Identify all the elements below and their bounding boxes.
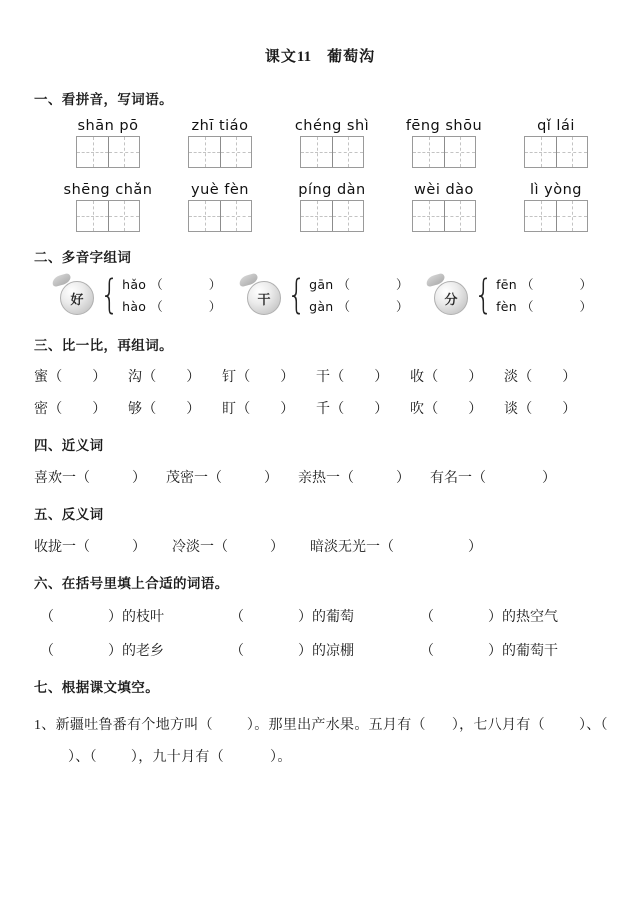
bracket-open: （ xyxy=(48,402,63,417)
passage-text: ）、（ xyxy=(578,718,608,733)
tianzige-cell xyxy=(52,136,164,168)
compare-character: 千 xyxy=(316,402,331,417)
section-compare-characters xyxy=(22,334,618,418)
tianzige-square[interactable] xyxy=(77,137,108,167)
bracket-close: ） xyxy=(92,402,107,417)
bracket-close: ） xyxy=(186,370,201,385)
dash: 一 xyxy=(62,540,76,555)
bracket-open: （ xyxy=(230,644,244,659)
bracket-open: （ xyxy=(40,644,54,659)
tianzige-square[interactable] xyxy=(301,137,332,167)
tianzige-square[interactable] xyxy=(444,201,475,231)
tianzige-square[interactable] xyxy=(108,137,139,167)
tianzige-box[interactable] xyxy=(524,200,588,232)
brace-icon: { xyxy=(100,271,120,319)
section-7-heading: 七、根据课文填空。 xyxy=(34,680,160,695)
tianzige-box[interactable] xyxy=(412,200,476,232)
polyphone-line xyxy=(309,296,408,318)
compare-row-1 xyxy=(22,366,618,386)
dash: 一 xyxy=(366,540,380,555)
bracket-fill-item xyxy=(40,640,230,660)
bracket-fill-item xyxy=(230,606,420,626)
polyphone-pinyin: hào xyxy=(122,299,147,314)
section-3-heading: 三、比一比，再组词。 xyxy=(34,338,173,353)
tianzige-row-2 xyxy=(22,200,618,232)
bracket-open: （ xyxy=(330,370,345,385)
tianzige-box[interactable] xyxy=(300,136,364,168)
compare-item xyxy=(316,398,410,418)
polyphone-group xyxy=(243,271,430,319)
passage-text: ）。那里出产水果。五月有（ xyxy=(246,718,426,733)
dash: 一 xyxy=(194,471,208,486)
dash: 一 xyxy=(62,471,76,486)
bracket-open: （ xyxy=(330,402,345,417)
polyphone-line xyxy=(122,274,221,296)
bracket-open: （ xyxy=(518,370,533,385)
compare-item xyxy=(222,366,316,386)
pinyin-label: fēng shōu xyxy=(405,118,483,134)
polyphone-lines xyxy=(122,274,221,318)
bracket-close: ） xyxy=(396,299,409,314)
compare-character: 淡 xyxy=(504,370,519,385)
compare-item xyxy=(410,398,504,418)
bracket-open: （ xyxy=(236,370,251,385)
synonym-item xyxy=(34,467,146,487)
passage-text: ），九十月有（ xyxy=(130,750,225,765)
compare-item xyxy=(34,366,128,386)
bracket-open: （ xyxy=(424,402,439,417)
bracket-open: （ xyxy=(214,540,228,555)
tianzige-row-1 xyxy=(22,136,618,168)
tianzige-box[interactable] xyxy=(188,136,252,168)
bracket-close: ） xyxy=(488,610,502,625)
polyphone-line xyxy=(496,274,592,296)
grape-bubble-wrap xyxy=(56,275,98,317)
polyphone-pinyin: gàn xyxy=(309,299,334,314)
bracket-close: ） xyxy=(468,370,483,385)
pinyin-block-row-2 xyxy=(22,182,618,232)
bracket-open: （ xyxy=(236,402,251,417)
synonym-word: 茂密 xyxy=(166,471,194,486)
bracket-fill-row-2 xyxy=(22,640,618,660)
tianzige-box[interactable] xyxy=(188,200,252,232)
pinyin-label: wèi dào xyxy=(414,182,474,198)
tianzige-square[interactable] xyxy=(189,201,220,231)
fill-phrase: 的凉棚 xyxy=(312,644,354,659)
synonym-item xyxy=(430,467,556,487)
polyphone-lines xyxy=(309,274,408,318)
section-polyphone-words xyxy=(22,246,618,318)
section-bracket-fill xyxy=(22,572,618,660)
section-antonyms xyxy=(22,503,618,556)
tianzige-square[interactable] xyxy=(108,201,139,231)
bracket-close: ） xyxy=(562,370,577,385)
brace-icon: { xyxy=(474,271,494,319)
polyphone-line xyxy=(309,274,408,296)
compare-character: 蜜 xyxy=(34,370,49,385)
tianzige-cell xyxy=(276,136,388,168)
grape-bubble-icon: 好 xyxy=(60,281,94,315)
bracket-open: （ xyxy=(76,471,90,486)
passage-text: ）、（ xyxy=(68,750,97,765)
section-text-fill xyxy=(22,676,618,774)
bracket-close: ） xyxy=(579,277,593,292)
compare-character: 沟 xyxy=(128,370,143,385)
bracket-close: ） xyxy=(396,277,409,292)
compare-item xyxy=(34,398,128,418)
polyphone-pinyin: fēn xyxy=(496,277,518,292)
tianzige-cell xyxy=(164,200,276,232)
polyphone-line xyxy=(122,296,221,318)
polyphone-pinyin: hǎo xyxy=(122,277,147,292)
tianzige-square[interactable] xyxy=(413,201,444,231)
bracket-open: （ xyxy=(424,370,439,385)
synonym-item xyxy=(166,467,278,487)
polyphone-lines xyxy=(496,274,592,318)
pinyin-label: zhī tiáo xyxy=(191,118,249,134)
compare-character: 谈 xyxy=(504,402,519,417)
compare-character: 盯 xyxy=(222,402,237,417)
bracket-open: （ xyxy=(420,610,434,625)
tianzige-square[interactable] xyxy=(556,137,587,167)
bracket-close: ） xyxy=(374,402,389,417)
tianzige-cell xyxy=(52,200,164,232)
compare-item xyxy=(316,366,410,386)
compare-item xyxy=(410,366,504,386)
tianzige-square[interactable] xyxy=(556,201,587,231)
grape-bubble-icon: 干 xyxy=(247,281,281,315)
bracket-close: ） xyxy=(298,610,312,625)
fill-phrase: 的老乡 xyxy=(122,644,164,659)
tianzige-square[interactable] xyxy=(332,201,363,231)
title-name: 葡萄沟 xyxy=(327,49,376,65)
synonym-word: 有名 xyxy=(430,471,458,486)
polyphone-group xyxy=(56,271,243,319)
tianzige-box[interactable] xyxy=(76,136,140,168)
bracket-close: ） xyxy=(280,370,295,385)
antonym-row xyxy=(22,536,618,556)
tianzige-cell xyxy=(388,136,500,168)
synonym-row xyxy=(22,467,618,487)
pinyin-label: chéng shì xyxy=(294,118,370,134)
tianzige-square[interactable] xyxy=(301,201,332,231)
bracket-fill-item xyxy=(40,606,230,626)
tianzige-box[interactable] xyxy=(300,200,364,232)
bracket-open: （ xyxy=(150,277,163,292)
bracket-close: ） xyxy=(92,370,107,385)
bracket-close: ） xyxy=(374,370,389,385)
bracket-open: （ xyxy=(76,540,90,555)
bracket-open: （ xyxy=(48,370,63,385)
title-number: 11 xyxy=(296,49,312,65)
pinyin-label: píng dàn xyxy=(298,182,366,198)
bracket-fill-row-1 xyxy=(22,606,618,626)
section-4-heading: 四、近义词 xyxy=(34,438,104,453)
tianzige-cell xyxy=(500,136,612,168)
bracket-close: ） xyxy=(579,299,593,314)
bracket-close: ） xyxy=(298,644,312,659)
grape-bubble-wrap xyxy=(430,275,472,317)
tianzige-box[interactable] xyxy=(76,200,140,232)
bracket-open: （ xyxy=(337,277,351,292)
bracket-close: ） xyxy=(186,402,201,417)
question-number: 1、 xyxy=(34,718,56,733)
fill-phrase: 的枝叶 xyxy=(122,610,164,625)
section-5-heading: 五、反义词 xyxy=(34,507,104,522)
bracket-close: ） xyxy=(488,644,502,659)
bracket-open: （ xyxy=(150,299,163,314)
tianzige-cell xyxy=(500,200,612,232)
passage-text: ）。 xyxy=(270,750,292,765)
polyphone-pinyin: gān xyxy=(309,277,334,292)
compare-character: 吹 xyxy=(410,402,425,417)
fill-phrase: 的葡萄 xyxy=(312,610,354,625)
tianzige-square[interactable] xyxy=(189,137,220,167)
bracket-close: ） xyxy=(132,471,146,486)
pinyin-label: yuè fèn xyxy=(190,182,250,198)
pinyin-label: shān pō xyxy=(77,118,139,134)
bracket-close: ） xyxy=(562,402,577,417)
antonym-word: 收拢 xyxy=(34,540,62,555)
passage-text: ），七八 xyxy=(451,718,503,733)
bracket-open: （ xyxy=(521,277,534,292)
polyphone-group xyxy=(430,271,617,319)
fill-phrase: 的热空气 xyxy=(502,610,558,625)
title-prefix: 课文 xyxy=(264,49,297,65)
dash: 一 xyxy=(458,471,472,486)
grape-bubble-wrap xyxy=(243,275,285,317)
tianzige-cell xyxy=(388,200,500,232)
bracket-open: （ xyxy=(142,370,157,385)
bracket-fill-item xyxy=(230,640,420,660)
dash: 一 xyxy=(200,540,214,555)
compare-character: 收 xyxy=(410,370,425,385)
brace-icon: { xyxy=(287,271,307,319)
bracket-close: ） xyxy=(468,540,482,555)
tianzige-box[interactable] xyxy=(412,136,476,168)
section-synonyms xyxy=(22,434,618,487)
polyphone-groups xyxy=(22,271,618,319)
polyphone-line xyxy=(496,296,592,318)
bracket-open: （ xyxy=(337,299,351,314)
passage-text: 月有（ xyxy=(502,718,545,733)
page-title xyxy=(22,45,618,66)
tianzige-square[interactable] xyxy=(332,137,363,167)
tianzige-square[interactable] xyxy=(413,137,444,167)
compare-character: 干 xyxy=(316,370,331,385)
tianzige-cell xyxy=(276,200,388,232)
compare-item xyxy=(222,398,316,418)
tianzige-square[interactable] xyxy=(220,137,251,167)
tianzige-square[interactable] xyxy=(525,201,556,231)
compare-character: 密 xyxy=(34,402,49,417)
bracket-open: （ xyxy=(472,471,486,486)
compare-item xyxy=(504,366,598,386)
grape-bubble-icon: 分 xyxy=(434,281,468,315)
bracket-close: ） xyxy=(264,471,278,486)
fill-phrase: 的葡萄干 xyxy=(502,644,558,659)
pinyin-label: qǐ lái xyxy=(537,118,575,134)
tianzige-cell xyxy=(164,136,276,168)
bracket-close: ） xyxy=(132,540,146,555)
bracket-close: ） xyxy=(280,402,295,417)
bracket-open: （ xyxy=(230,610,244,625)
tianzige-square[interactable] xyxy=(77,201,108,231)
section-pinyin-writing xyxy=(22,88,618,232)
polyphone-pinyin: fèn xyxy=(496,299,518,314)
bracket-open: （ xyxy=(521,299,534,314)
bracket-close: ） xyxy=(396,471,410,486)
bracket-close: ） xyxy=(468,402,483,417)
bracket-open: （ xyxy=(420,644,434,659)
compare-character: 钉 xyxy=(222,370,237,385)
synonym-item xyxy=(298,467,410,487)
bracket-fill-item xyxy=(420,640,610,660)
bracket-close: ） xyxy=(208,277,222,292)
pinyin-label: lì yòng xyxy=(529,182,582,198)
section-2-heading: 二、多音字组词 xyxy=(34,250,132,265)
compare-item xyxy=(128,398,222,418)
bracket-close: ） xyxy=(108,610,122,625)
section-1-heading: 一、看拼音，写词语。 xyxy=(34,92,173,107)
bracket-fill-item xyxy=(420,606,610,626)
antonym-word: 暗淡无光 xyxy=(310,540,366,555)
pinyin-labels-row-1 xyxy=(22,118,618,134)
pinyin-label: shēng chǎn xyxy=(63,182,153,198)
antonym-item xyxy=(310,536,482,556)
passage-text: 新疆吐鲁番有个地方叫（ xyxy=(55,718,213,733)
pinyin-block-row-1 xyxy=(22,118,618,168)
bracket-open: （ xyxy=(142,402,157,417)
dash: 一 xyxy=(326,471,340,486)
tianzige-square[interactable] xyxy=(444,137,475,167)
bracket-close: ） xyxy=(270,540,284,555)
tianzige-square[interactable] xyxy=(525,137,556,167)
antonym-item xyxy=(172,536,284,556)
bracket-open: （ xyxy=(380,540,394,555)
synonym-word: 亲热 xyxy=(298,471,326,486)
passage-question-1 xyxy=(22,710,618,774)
antonym-item xyxy=(34,536,146,556)
section-6-heading: 六、在括号里填上合适的词语。 xyxy=(34,576,229,591)
compare-character: 够 xyxy=(128,402,143,417)
compare-item xyxy=(504,398,598,418)
synonym-word: 喜欢 xyxy=(34,471,62,486)
tianzige-square[interactable] xyxy=(220,201,251,231)
compare-item xyxy=(128,366,222,386)
bracket-open: （ xyxy=(518,402,533,417)
bracket-open: （ xyxy=(208,471,222,486)
bracket-close: ） xyxy=(208,299,222,314)
antonym-word: 冷淡 xyxy=(172,540,200,555)
pinyin-labels-row-2 xyxy=(22,182,618,198)
bracket-close: ） xyxy=(542,471,556,486)
tianzige-box[interactable] xyxy=(524,136,588,168)
compare-row-2 xyxy=(22,398,618,418)
bracket-open: （ xyxy=(40,610,54,625)
bracket-open: （ xyxy=(340,471,354,486)
bracket-close: ） xyxy=(108,644,122,659)
